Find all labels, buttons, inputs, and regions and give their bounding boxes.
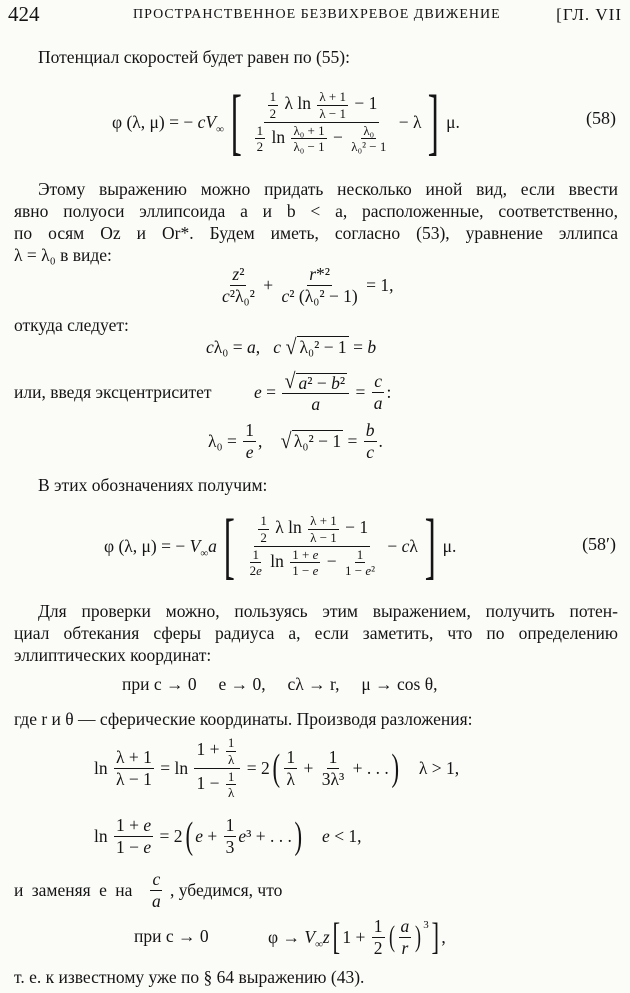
equation-ellipse: $\frac{\text{z²}}{\text{c²λ₀²}}$ + $\frac{\text{r*²}}{\text{c² (λ₀² − 1)}}$ = 1, <box>222 264 394 306</box>
paragraph-semiaxes-l2: явно полуоси эллипсоида a и b < a, расположенные, соответственно, <box>14 201 618 221</box>
paragraph-spherical: где r и θ — сферические координаты. Производя разложения: <box>14 709 473 729</box>
equation-ln-e: ln $\frac{1 + e}{1 - e}$ = 2 ( e + $\frac{1}{3}$ e³ + . . . ) e < 1, <box>94 815 362 857</box>
eccentricity-line: или, введя эксцентриситет e = √ a² − b² a = $\frac{c}{a}$ : <box>14 368 392 415</box>
paragraph-check-l3: эллиптических координат: <box>14 645 212 665</box>
limits-text: при c → 0 e → 0, cλ → r, μ → cos θ, <box>122 674 438 694</box>
eccentricity-text: или, введя эксцентриситет <box>14 382 212 402</box>
equation-58: φ (λ, μ) = − $cV_\infty$ [ $\frac{1}{2}$ λ ln $\frac{\lambda + 1}{\lambda - 1}$ − 1 $\frac{1}{2}$ ln $\frac{\text{λ₀ + 1}}{\text{λ₀ − 1}}$ − $\frac{\text{λ₀}}{\text{λ₀² − 1}}$ − λ ] μ. (58) <box>112 81 616 163</box>
final-prefix: при c → 0 <box>134 926 209 946</box>
chapter-label: [ГЛ. VII <box>556 5 622 24</box>
paragraph-semiaxes-l1: Этому выражению можно придать несколько иной вид, если ввести <box>38 179 618 199</box>
replace-text-end: , убедимся, что <box>170 880 283 900</box>
paragraph-semiaxes-l3: по осям Oz и Or*. Будем иметь, согласно (53), уравнение эллипса <box>14 223 618 243</box>
replace-text: и заменяя e на <box>14 880 133 900</box>
equation-number-58-prime: (58′) <box>582 534 616 554</box>
paragraph-check-l1: Для проверки можно, пользуясь этим выражением, получить потен- <box>38 601 618 621</box>
replace-line: и заменяя e на $\frac{c}{a}$ , убедимся, что <box>14 869 283 911</box>
equation-58-prime: φ (λ, μ) = − $V_\infty a$ [ $\frac{1}{2}$ λ ln $\frac{\lambda + 1}{\lambda - 1}$ − 1 $\frac{1}{2e}$ ln $\frac{1 + e}{1 - e}$ − $\frac{1}{\text{1 − e²}}$ − cλ ] μ. (58′) <box>104 505 616 587</box>
equation-limits <box>0 674 630 700</box>
running-title: ПРОСТРАНСТВЕННОЕ БЕЗВИХРЕВОЕ ДВИЖЕНИЕ <box>133 7 501 22</box>
equation-lambda0: λ₀ = $\frac{1}{e}$ , √ λ₀² − 1 = $\frac{b}{c}$ . <box>208 420 383 462</box>
paragraph-semiaxes-l4: λ = λ₀ в виде: <box>14 245 112 265</box>
running-header <box>8 2 622 32</box>
equation-semiaxes: cλ₀ = a, c √ λ₀² − 1 = b <box>206 334 377 359</box>
paragraph-whence: откуда следует: <box>14 315 129 335</box>
paragraph-check-l2: циал обтекания сферы радиуса a, если заметить, что по определению <box>14 623 618 643</box>
equation-number-58: (58) <box>586 108 616 128</box>
paragraph-velocity-potential: Потенциал скоростей будет равен по (55): <box>38 47 350 67</box>
paragraph-notation: В этих обозначениях получим: <box>38 475 268 495</box>
paragraph-conclusion: т. е. к известному уже по § 64 выражению (43). <box>14 967 365 987</box>
equation-ln-lambda: ln $\frac{\lambda + 1}{\lambda - 1}$ = ln 1 + $\frac{1}{\lambda}$ 1 − $\frac{1}{\lambda}$ = 2 ( $\frac{1}{\lambda}$ + $\frac{1}{\text{3λ³}}$ + . . . ) λ > 1, <box>94 735 460 801</box>
equation-final: при c → 0 $\varphi \to V_\infty z$ [ 1 + $\frac{1}{2}$ ( $\frac{a}{r}$ ) $^3$ ] , <box>134 916 446 958</box>
page-number: 424 <box>8 2 40 26</box>
